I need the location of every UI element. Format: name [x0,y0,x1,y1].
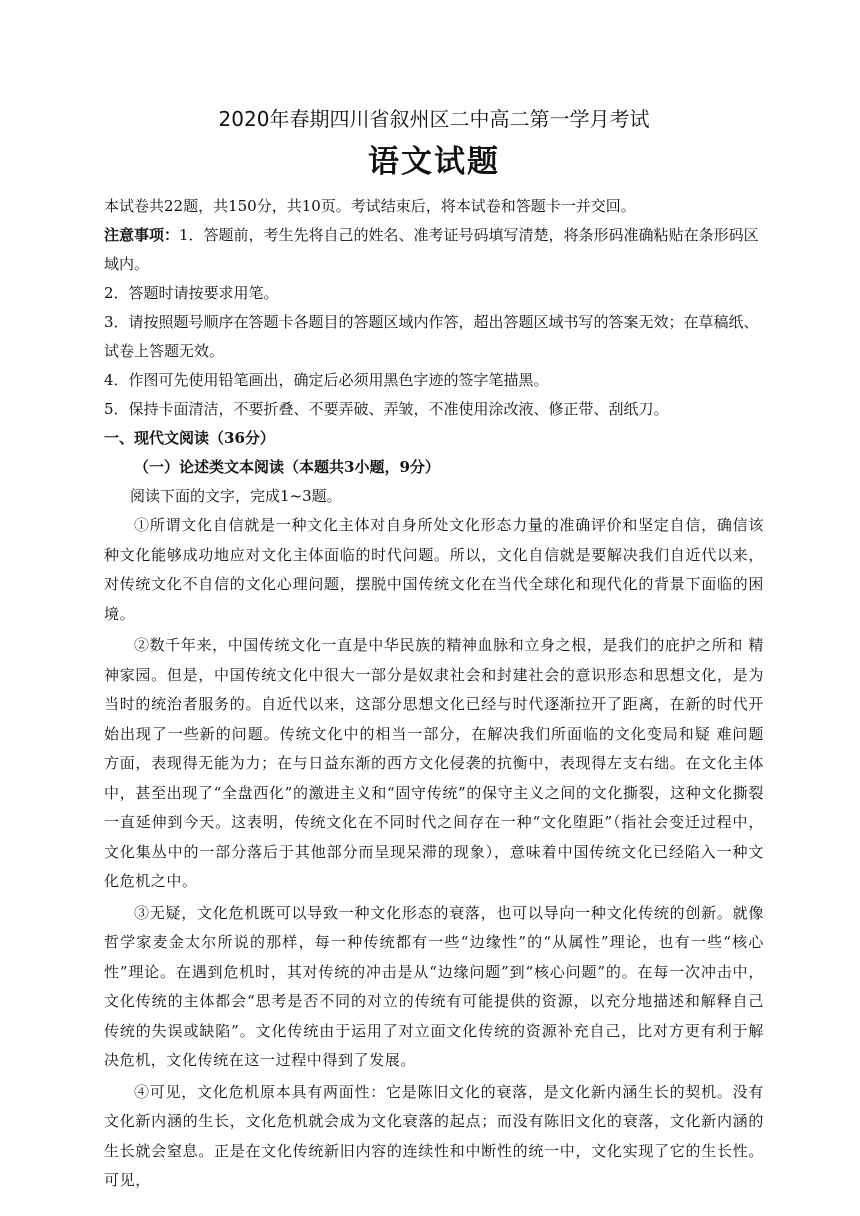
notice-item-4: 4．作图可先使用铅笔画出，确定后必须用黑色字迹的签字笔描黑。 [104,371,549,389]
subsection-heading: （一）论述类文本阅读（本题共3小题，9分） [134,458,440,476]
notice-item-2: 2．答题时请按要求用笔。 [104,284,279,302]
notice-item-1-text: 1．答题前，考生先将自己的姓名、准考证号码填写清楚，将条形码准确粘贴在条形码区域内。 [104,226,759,273]
notice-item-5: 5．保持卡面清洁，不要折叠、不要弄破、弄皱，不准使用涂改液、修正带、刮纸刀。 [104,400,669,418]
exam-intro: 本试卷共22题，共150分，共10页。考试结束后，将本试卷和答题卡一并交回。 [104,197,636,215]
passage-paragraph-1: ①所谓文化自信就是一种文化主体对自身所处文化形态力量的准确评价和坚定自信，确信该种文化能够成功地应对文化主体面临的时代问题。所以，文化自信就是要解决我们自近代以来，对传统文化不自信的文化心理问题，摆脱中国传统文化在当代全球化和现代化的背景下面临的困境。 [104,516,764,623]
exam-subject: 语文试题 [368,144,500,180]
exam-title: 2020年春期四川省叙州区二中高二第一学月考试 [218,107,650,131]
passage-paragraph-3: ③无疑，文化危机既可以导致一种文化形态的衰落，也可以导向一种文化传统的创新。就像哲学家麦金太尔所说的那样，每一种传统都有一些“边缘性”的“从属性”理论，也有一些“核心性”理论。在遇到危机时，其对传统的冲击是从“边缘问题”到“核心问题”的。在每一次冲击中，文化传统的主体都会“思考是否不同的对立的传统有可能提供的资源，以充分地描述和解释自己传统的失误或缺陷”。文化传统由于运用了对立面文化传统的资源补充自己，比对方更有利于解决危机，文化传统在这一过程中得到了发展。 [104,903,764,1069]
notice-item-1 [104,221,764,279]
notice-label: 注意事项： [104,226,180,244]
passage-paragraph-2: ②数千年来，中国传统文化一直是中华民族的精神血脉和立身之根，是我们的庇护之所和 精神家园。但是，中国传统文化中很大一部分是奴隶社会和封建社会的意识形态和思想文化，是为当时的统治者服务的。自近代以来，这部分思想文化已经与时代逐渐拉开了距离，在新的时代开始出现了一些新的问题。传统文化中的相当一部分，在解决我们所面临的文化变局和疑 难问题方面，表现得无能为力；在与日益东渐的西方文化侵袭的抗衡中，表现得左支右绌。在文化主体中，甚至出现了“全盘西化”的激进主义和“固守传统”的保守主义之间的文化撕裂，这种文化撕裂一直延伸到今天。这表明，传统文化在不同时代之间存在一种“文化堕距”（指社会变迁过程中，文化集丛中的一部分落后于其他部分而呈现呆滞的现象），意味着中国传统文化已经陷入一种文化危机之中。 [104,636,764,890]
section-heading: 一、现代文阅读（36分） [104,429,275,447]
reading-instruction: 阅读下面的文字，完成1~3题。 [130,487,342,505]
notice-item-3: 3．请按照题号顺序在答题卡各题目的答题区域内作答，超出答题区域书写的答案无效；在草稿纸、试卷上答题无效。 [104,313,759,360]
passage-paragraph-4: ④可见，文化危机原本具有两面性：它是陈旧文化的衰落，是文化新内涵生长的契机。没有 文化新内涵的生长，文化危机就会成为文化衰落的起点；而没有陈旧文化的衰落，文化新内涵的 生长就会窒息。正是在文化传统新旧内容的连续性和中断性的统一中，文化实现了它的生长性。可见， [104,1082,764,1189]
